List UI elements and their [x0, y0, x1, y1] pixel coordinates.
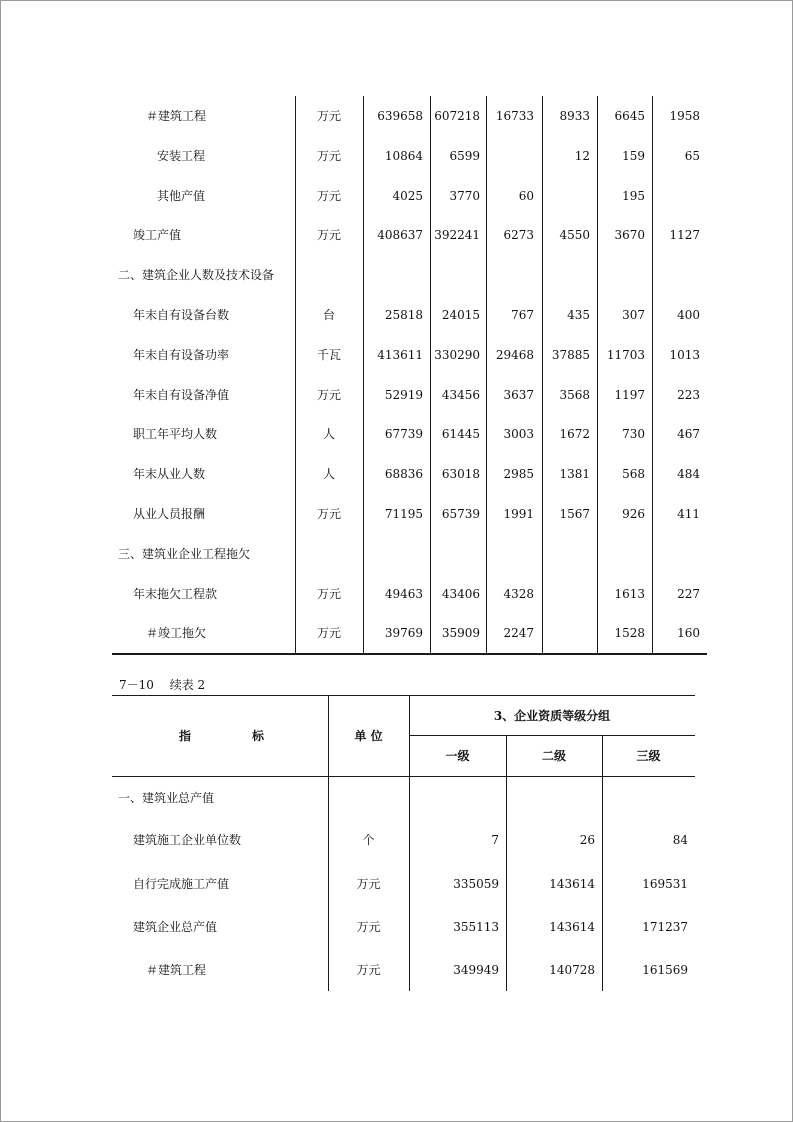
t1-row-unit: 人	[322, 467, 335, 481]
t2-header-column: 二级	[541, 749, 566, 763]
t1-row-value: 408637	[377, 228, 423, 242]
t1-row-value: 6273	[503, 228, 534, 242]
t2-row-label: ＃建筑工程	[146, 963, 207, 977]
t2-row-value: 143614	[549, 877, 595, 891]
t1-row-value: 767	[511, 308, 534, 322]
t1-row-label: 安装工程	[157, 149, 206, 163]
t2-row-label: 建筑企业总产值	[133, 920, 218, 934]
t1-col-divider	[363, 96, 364, 653]
t1-row-value: 1958	[669, 109, 700, 123]
t1-row-value: 3670	[614, 228, 645, 242]
t1-row-value: 65739	[441, 507, 480, 521]
t1-row-label: 年末拖欠工程款	[133, 587, 218, 601]
t1-row-label: 三、建筑业企业工程拖欠	[118, 547, 251, 561]
t1-row-unit: 万元	[316, 109, 341, 123]
t1-col-divider	[430, 96, 431, 653]
t1-row-value: 16733	[495, 109, 534, 123]
t1-row-unit: 万元	[316, 149, 341, 163]
t1-row-value: 52919	[384, 388, 423, 402]
t2-row-label: 建筑施工企业单位数	[133, 833, 242, 847]
t2-row-value: 143614	[549, 920, 595, 934]
t1-row-value: 639658	[377, 109, 423, 123]
t1-row-value: 1567	[559, 507, 590, 521]
t2-group-rule	[409, 735, 695, 736]
t1-col-divider	[295, 96, 296, 653]
t2-top-rule	[112, 695, 695, 696]
t1-row-value: 6645	[614, 109, 645, 123]
t1-row-unit: 万元	[316, 388, 341, 402]
t1-row-value: 37885	[551, 348, 590, 362]
t1-row-value: 71195	[384, 507, 423, 521]
t2-header-group-title: 3、企业资质等级分组	[493, 709, 611, 723]
t1-row-unit: 千瓦	[316, 348, 341, 362]
t1-row-value: 3637	[503, 388, 534, 402]
t1-row-unit: 万元	[316, 626, 341, 640]
t1-row-value: 6599	[449, 149, 480, 163]
t1-row-value: 1672	[559, 427, 590, 441]
t1-row-value: 3003	[503, 427, 534, 441]
t1-row-unit: 万元	[316, 189, 341, 203]
t1-row-value: 2247	[503, 626, 534, 640]
t2-row-value: 26	[579, 833, 595, 847]
t1-row-value: 63018	[441, 467, 480, 481]
t1-row-value: 1613	[614, 587, 645, 601]
t1-row-value: 1197	[614, 388, 645, 402]
t1-col-divider	[542, 96, 543, 653]
t1-row-unit: 万元	[316, 228, 341, 242]
t1-row-value: 4328	[503, 587, 534, 601]
t1-row-label: 年末自有设备台数	[133, 308, 230, 322]
t1-row-value: 2985	[503, 467, 534, 481]
t1-row-value: 307	[622, 308, 645, 322]
t1-row-value: 35909	[441, 626, 480, 640]
t1-row-value: 39769	[384, 626, 423, 640]
t1-bottom-rule	[112, 653, 707, 655]
t1-row-label: 二、建筑企业人数及技术设备	[118, 268, 275, 282]
t1-row-value: 435	[567, 308, 590, 322]
t1-row-value: 330290	[434, 348, 480, 362]
t1-row-value: 1991	[503, 507, 534, 521]
t2-caption: 7－10 续表 2	[119, 678, 206, 692]
t1-row-label: ＃竣工拖欠	[146, 626, 207, 640]
t1-row-label: 从业人员报酬	[133, 507, 206, 521]
t2-header-indicator: 标	[252, 729, 265, 743]
t2-header-column: 一级	[445, 749, 470, 763]
t1-row-value: 3770	[449, 189, 480, 203]
t2-row-label: 自行完成施工产值	[133, 877, 230, 891]
t1-row-value: 8933	[559, 109, 590, 123]
t1-row-value: 10864	[384, 149, 423, 163]
t1-row-value: 413611	[377, 348, 423, 362]
t1-row-value: 4025	[392, 189, 423, 203]
t2-divider-col2	[602, 735, 603, 991]
t1-row-value: 223	[677, 388, 700, 402]
t2-row-label: 一、建筑业总产值	[118, 791, 215, 805]
t1-row-value: 227	[677, 587, 700, 601]
t1-row-value: 29468	[495, 348, 534, 362]
t2-divider-col1	[506, 735, 507, 991]
t1-row-value: 67739	[384, 427, 423, 441]
t1-row-value: 607218	[434, 109, 480, 123]
t1-row-value: 467	[677, 427, 700, 441]
t2-divider-unit	[409, 695, 410, 991]
t2-row-value: 84	[672, 833, 688, 847]
t1-row-value: 400	[677, 308, 700, 322]
t1-row-value: 25818	[384, 308, 423, 322]
t1-row-value: 484	[677, 467, 700, 481]
t1-row-value: 1381	[559, 467, 590, 481]
t2-row-unit: 万元	[356, 920, 381, 934]
t2-header-indicator: 指	[179, 729, 192, 743]
t1-row-value: 49463	[384, 587, 423, 601]
t1-col-divider	[486, 96, 487, 653]
t1-row-value: 568	[622, 467, 645, 481]
t1-row-label: 职工年平均人数	[133, 427, 218, 441]
t2-row-value: 140728	[549, 963, 595, 977]
t1-row-value: 1528	[614, 626, 645, 640]
t1-row-value: 4550	[559, 228, 590, 242]
t2-row-value: 171237	[642, 920, 688, 934]
t2-row-value: 169531	[642, 877, 688, 891]
t1-row-unit: 万元	[316, 587, 341, 601]
t1-row-value: 61445	[441, 427, 480, 441]
t2-header-unit: 单 位	[354, 729, 383, 743]
t2-row-value: 335059	[453, 877, 499, 891]
t1-row-value: 43456	[441, 388, 480, 402]
t2-row-unit: 万元	[356, 877, 381, 891]
t1-row-value: 68836	[384, 467, 423, 481]
t1-col-divider	[652, 96, 653, 653]
t1-row-value: 3568	[559, 388, 590, 402]
t1-row-value: 65	[684, 149, 700, 163]
t1-row-label: 其他产值	[157, 189, 206, 203]
t2-row-unit: 个	[362, 833, 375, 847]
t2-header-column: 三级	[636, 749, 661, 763]
t1-row-value: 1013	[669, 348, 700, 362]
t2-row-value: 161569	[642, 963, 688, 977]
t1-row-label: 年末自有设备净值	[133, 388, 230, 402]
t1-row-unit: 人	[322, 427, 335, 441]
t1-row-value: 195	[622, 189, 645, 203]
t1-row-label: 年末自有设备功率	[133, 348, 230, 362]
t1-row-value: 392241	[434, 228, 480, 242]
t2-header-bottom-rule	[112, 776, 695, 777]
t1-row-value: 24015	[441, 308, 480, 322]
t1-row-value: 60	[518, 189, 534, 203]
t1-row-unit: 万元	[316, 507, 341, 521]
t1-row-value: 159	[622, 149, 645, 163]
t1-col-divider	[597, 96, 598, 653]
t1-row-value: 12	[574, 149, 590, 163]
t1-row-value: 926	[622, 507, 645, 521]
t1-row-label: 年末从业人数	[133, 467, 206, 481]
t2-row-value: 355113	[453, 920, 499, 934]
t2-row-unit: 万元	[356, 963, 381, 977]
t1-row-label: 竣工产值	[133, 228, 182, 242]
t1-row-value: 730	[622, 427, 645, 441]
t1-row-value: 1127	[669, 228, 700, 242]
t1-row-value: 11703	[606, 348, 645, 362]
t2-row-value: 349949	[453, 963, 499, 977]
t1-row-value: 43406	[441, 587, 480, 601]
t1-row-value: 411	[677, 507, 700, 521]
t1-row-value: 160	[677, 626, 700, 640]
t2-row-value: 7	[491, 833, 499, 847]
t1-row-unit: 台	[322, 308, 335, 322]
t1-row-label: ＃建筑工程	[146, 109, 207, 123]
